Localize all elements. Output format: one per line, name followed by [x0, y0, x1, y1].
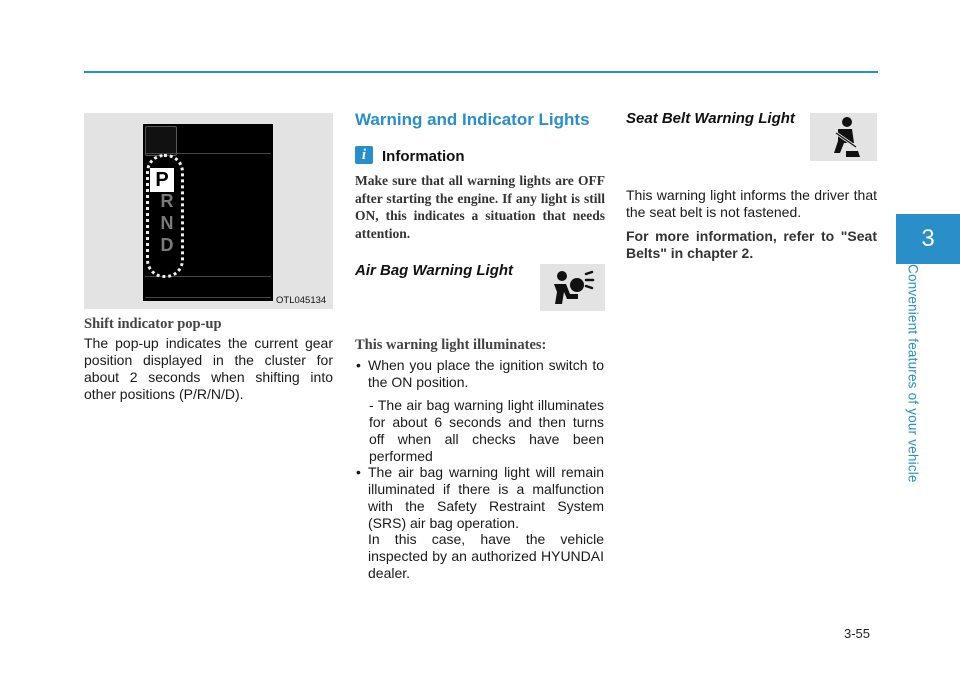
bullet-dot: • [356, 357, 361, 373]
cluster-tab [145, 126, 177, 156]
info-title: Information [382, 148, 465, 165]
airbag-warning-icon [540, 264, 605, 311]
bullet-1-text: When you place the ignition switch to the ON position. [368, 357, 604, 390]
seatbelt-text: This warning light informs the driver that the seat belt is not fastened. [626, 187, 877, 220]
figure-caption: Shift indicator pop-up [84, 316, 222, 332]
seatbelt-warning-icon [810, 113, 877, 161]
gear-d: D [160, 235, 174, 255]
info-icon: i [355, 146, 373, 164]
airbag-title: Air Bag Warning Light [355, 262, 514, 279]
page-number: 3-55 [844, 626, 871, 641]
section-heading: Warning and Indicator Lights [355, 110, 590, 129]
illuminates-label: This warning light illuminates: [355, 337, 547, 353]
chapter-title: Convenient features of your vehicle [905, 264, 921, 483]
seatbelt-title: Seat Belt Warning Light [626, 110, 795, 127]
bullet-2 [356, 464, 604, 532]
gear-r: R [160, 191, 174, 211]
dealer-note: In this case, have the vehicle inspected by an authorized HYUNDAI dealer. [368, 531, 604, 581]
bullet-dot: • [356, 464, 361, 480]
seatbelt-reference: For more information, refer to "Seat Belts" in chapter 2. [626, 228, 877, 261]
chapter-number: 3 [896, 214, 960, 264]
gear-n: N [160, 213, 174, 233]
gear-p: P [150, 168, 174, 192]
shift-indicator-text: The pop-up indicates the current gear position displayed in the cluster for about 2 seconds when shifting into other positions (P/R/N/D). [84, 335, 333, 402]
top-rule [84, 71, 878, 73]
info-text: Make sure that all warning lights are OFF after starting the engine. If any light is still ON, this indicates a situation that needs attention. [355, 173, 605, 241]
cluster-divider [145, 297, 271, 298]
bullet-1 [356, 357, 604, 391]
sub-bullet-1: - The air bag warning light illuminates for about 6 seconds and then turns off when all checks have been performed [369, 397, 604, 464]
instrument-cluster-display [143, 124, 273, 301]
bullet-2-text: The air bag warning light will remain illuminated if there is a malfunction with the Safety Restraint System (SRS) air bag operation. [368, 464, 604, 531]
image-code: OTL045134 [276, 295, 327, 306]
